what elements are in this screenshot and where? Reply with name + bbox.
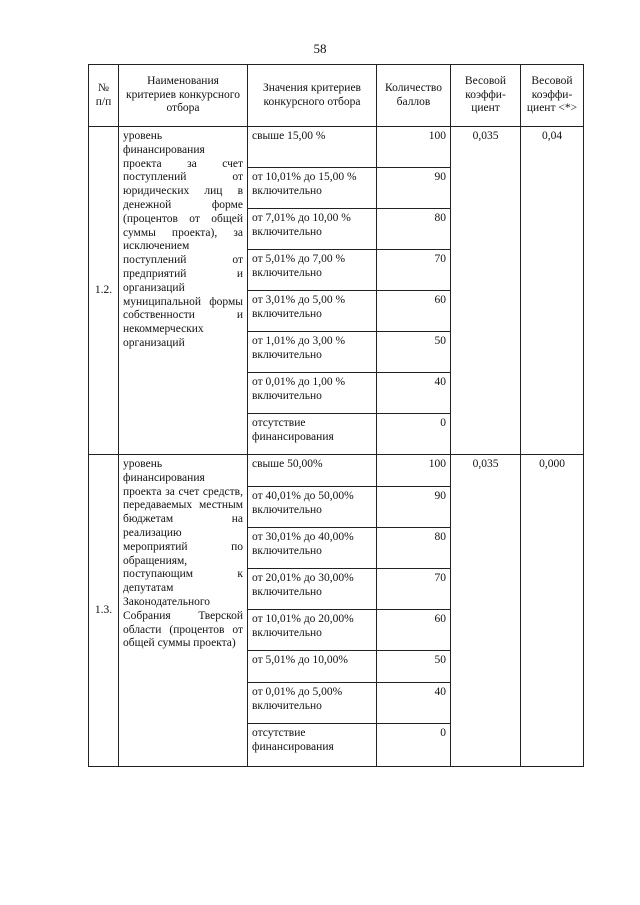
criterion-points: 50 [377, 332, 451, 373]
weight-coefficient: 0,035 [451, 455, 521, 767]
criterion-points: 80 [377, 209, 451, 250]
criterion-points: 80 [377, 528, 451, 569]
criterion-value: от 3,01% до 5,00 % включительно [248, 291, 377, 332]
weight-coefficient-alt: 0,000 [521, 455, 584, 767]
criterion-name: уровень финансирования проекта за счет средств, передаваемых местным бюджетам на реализацию мероприятий по обращениям, поступающим к депутатам Законодательного Собрания Тверской области (процентов от общей суммы проекта) [119, 455, 248, 767]
section-number: 1.2. [89, 127, 119, 455]
criterion-value: от 5,01% до 7,00 % включительно [248, 250, 377, 291]
criterion-points: 70 [377, 569, 451, 610]
criterion-points: 70 [377, 250, 451, 291]
criterion-value: от 30,01% до 40,00% включительно [248, 528, 377, 569]
weight-coefficient: 0,035 [451, 127, 521, 455]
criterion-points: 100 [377, 455, 451, 487]
header-weight-1: Весовой коэффи-циент [451, 65, 521, 127]
criteria-table [88, 64, 584, 767]
criterion-value: свыше 50,00% [248, 455, 377, 487]
criterion-value: от 20,01% до 30,00% включительно [248, 569, 377, 610]
criterion-value: от 1,01% до 3,00 % включительно [248, 332, 377, 373]
table-row [89, 127, 584, 168]
weight-coefficient-alt: 0,04 [521, 127, 584, 455]
criterion-value: от 5,01% до 10,00% [248, 651, 377, 683]
criterion-value: от 10,01% до 20,00% включительно [248, 610, 377, 651]
header-values: Значения критериев конкурсного отбора [248, 65, 377, 127]
criterion-value: от 0,01% до 1,00 % включительно [248, 373, 377, 414]
page-number: 58 [313, 41, 327, 56]
header-row [89, 65, 584, 127]
criterion-points: 0 [377, 414, 451, 455]
header-weight-2: Весовой коэффи-циент <*> [521, 65, 584, 127]
header-num: № п/п [89, 65, 119, 127]
criterion-points: 50 [377, 651, 451, 683]
criterion-value: отсутствие финансирования [248, 414, 377, 455]
criterion-value: от 10,01% до 15,00 % включительно [248, 168, 377, 209]
criterion-points: 60 [377, 291, 451, 332]
criterion-points: 100 [377, 127, 451, 168]
criterion-points: 90 [377, 487, 451, 528]
criterion-name: уровень финансирования проекта за счет поступлений от юридических лиц в денежной форме (процентов от общей суммы проекта), за исключением поступлений от предприятий и организаций муниципальной формы собственности и некоммерческих организаций [119, 127, 248, 455]
header-name: Наименования критериев конкурсного отбора [119, 65, 248, 127]
criterion-value: от 0,01% до 5,00% включительно [248, 683, 377, 724]
criterion-points: 0 [377, 724, 451, 767]
section-number: 1.3. [89, 455, 119, 767]
criterion-value: отсутствие финансирования [248, 724, 377, 767]
criterion-value: свыше 15,00 % [248, 127, 377, 168]
criterion-value: от 7,01% до 10,00 % включительно [248, 209, 377, 250]
table-row [89, 455, 584, 487]
criterion-value: от 40,01% до 50,00% включительно [248, 487, 377, 528]
header-points: Количество баллов [377, 65, 451, 127]
criterion-points: 40 [377, 683, 451, 724]
criterion-points: 90 [377, 168, 451, 209]
criterion-points: 60 [377, 610, 451, 651]
criterion-points: 40 [377, 373, 451, 414]
